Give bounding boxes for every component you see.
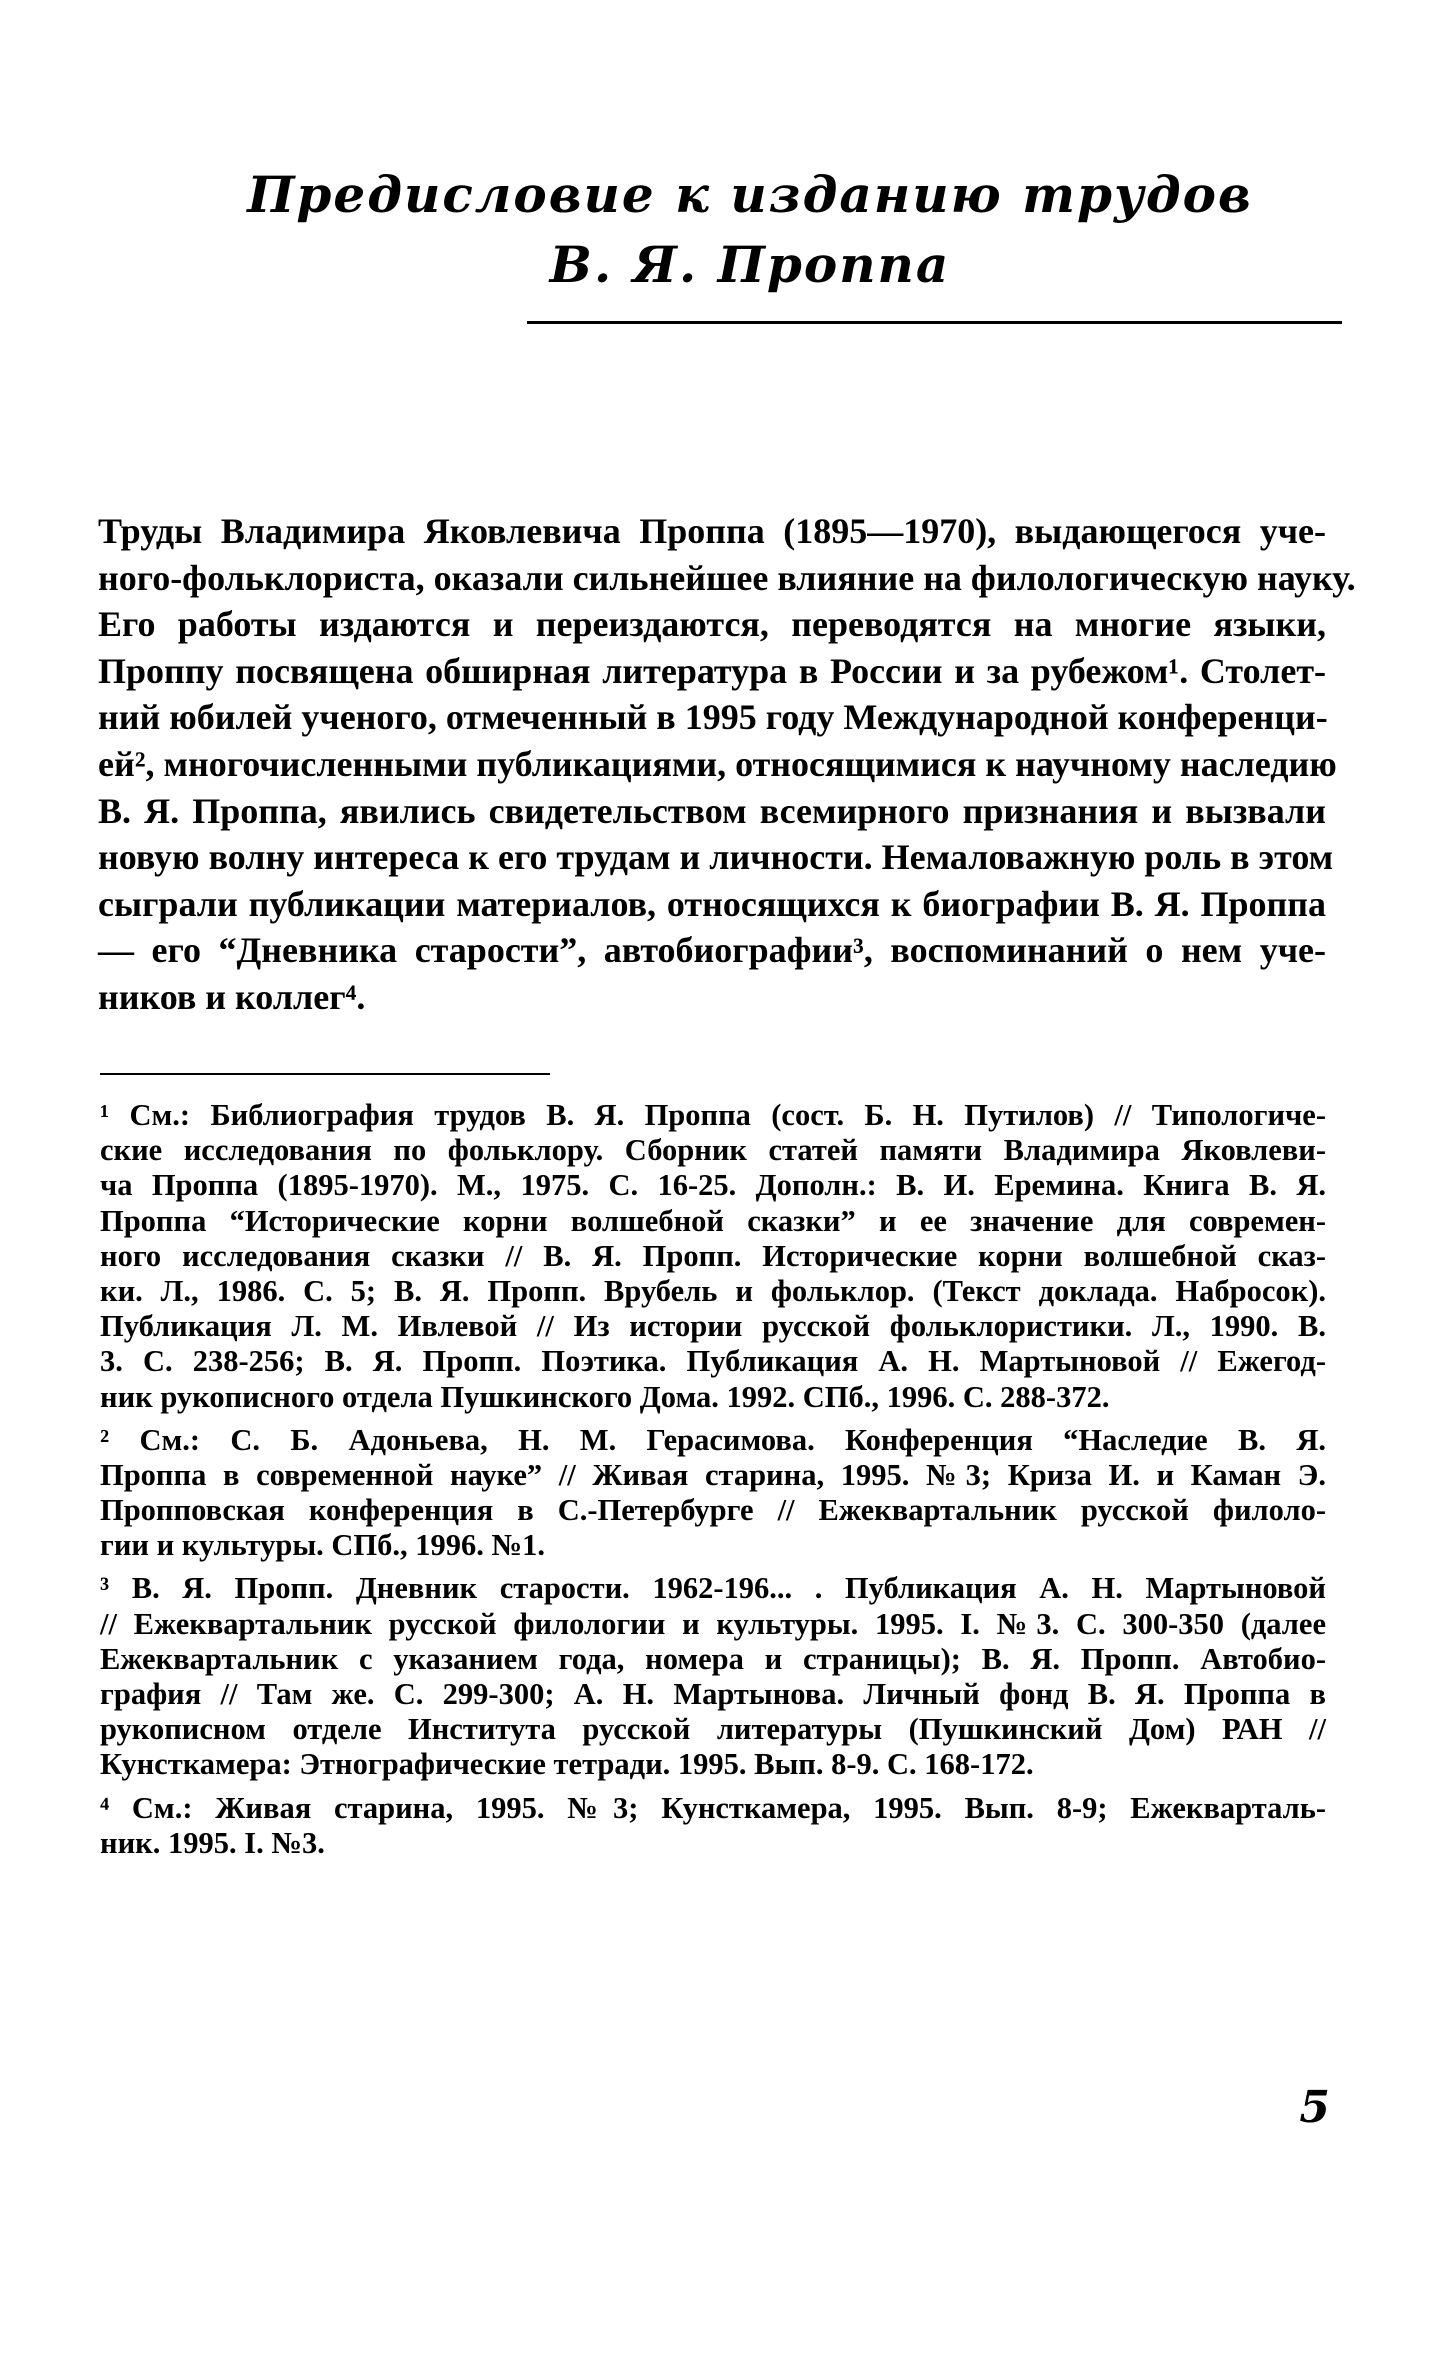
paragraph-line: ей², многочисленными публикациями, относящимися к научному наследию: [98, 743, 1337, 784]
footnote-4: [100, 1791, 1326, 1861]
footnote-separator: [100, 1073, 550, 1075]
footnote-line: ча Проппа (1895-1970). М., 1975. С. 16-25. Дополн.: В. И. Еремина. Книга В. Я.: [100, 1168, 1326, 1203]
footnote-line: гии и культуры. СПб., 1996. №1.: [100, 1528, 546, 1563]
footnote-line: Кунсткамера: Этнографические тетради. 1995. Вып. 8-9. С. 168-172.: [100, 1747, 1034, 1782]
footnote-line: // Ежеквартальник русской филологии и культуры. 1995. I. №3. С. 300-350 (далее: [100, 1606, 1326, 1641]
chapter-title-line-1: Предисловие к изданию трудов: [247, 165, 1253, 224]
footnote-line: ² См.: С. Б. Адоньева, Н. М. Герасимова. Конференция “Наследие В. Я.: [100, 1422, 1326, 1457]
footnote-line: Проппа в современной науке” // Живая старина, 1995. №3; Криза И. и Каман Э.: [100, 1457, 1326, 1492]
paragraph-line: В. Я. Проппа, явились свидетельством всемирного признания и вызвали: [98, 790, 1326, 831]
paragraph-line: сыграли публикации материалов, относящихся к биографии В. Я. Проппа: [98, 883, 1326, 924]
footnote-line: ⁴ См.: Живая старина, 1995. №3; Кунсткамера, 1995. Вып. 8-9; Ежекварталь-: [100, 1790, 1326, 1825]
footnote-line: ник. 1995. I. №3.: [100, 1825, 325, 1860]
title-rule: [527, 321, 1342, 324]
footnote-line: ¹ См.: Библиография трудов В. Я. Проппа (сост. Б. Н. Путилов) // Типологиче-: [100, 1098, 1326, 1132]
paragraph-line: Проппу посвящена обширная литература в России и за рубежом¹. Столет-: [98, 650, 1326, 691]
footnote-1: [100, 1098, 1326, 1415]
footnote-line: Проппа “Исторические корни волшебной сказки” и ее значение для современ-: [100, 1203, 1326, 1238]
footnote-line: Ежеквартальник с указанием года, номера и страницы); В. Я. Пропп. Автобио-: [100, 1641, 1326, 1676]
footnote-line: ки. Л., 1986. С. 5; В. Я. Пропп. Врубель и фольклор. (Текст доклада. Набросок).: [100, 1273, 1326, 1308]
footnote-line: ник рукописного отдела Пушкинского Дома. 1992. СПб., 1996. С. 288-372.: [100, 1379, 1110, 1414]
chapter-title-line-2: В. Я. Проппа: [549, 235, 951, 294]
footnote-line: Пропповская конференция в С.-Петербурге // Ежеквартальник русской филоло-: [100, 1493, 1326, 1528]
paragraph-line: Труды Владимира Яковлевича Проппа (1895—1970), выдающегося уче-: [98, 511, 1326, 551]
paragraph-line: ников и коллег⁴.: [98, 976, 366, 1017]
paragraph-line: Его работы издаются и переиздаются, переводятся на многие языки,: [98, 604, 1326, 645]
paragraph-line: ний юбилей ученого, отмеченный в 1995 году Международной конференци-: [98, 697, 1328, 738]
main-paragraph: [98, 508, 1356, 1021]
footnote-line: ³ В. Я. Пропп. Дневник старости. 1962-196... . Публикация А. Н. Мартыновой: [100, 1571, 1326, 1606]
footnotes: [100, 1098, 1326, 1861]
footnote-3: [100, 1571, 1326, 1782]
footnote-line: графия // Там же. С. 299-300; А. Н. Мартынова. Личный фонд В. Я. Проппа в: [100, 1677, 1326, 1711]
footnote-line: рукописном отделе Института русской литературы (Пушкинский Дом) РАН //: [100, 1712, 1326, 1747]
footnote-line: 3. С. 238-256; В. Я. Пропп. Поэтика. Публикация А. Н. Мартыновой // Ежегод-: [100, 1344, 1326, 1379]
footnote-line: ские исследования по фольклору. Сборник статей памяти Владимира Яковлеви-: [100, 1133, 1326, 1168]
footnote-2: [100, 1423, 1326, 1564]
paragraph-line: новую волну интереса к его трудам и личности. Немаловажную роль в этом: [98, 837, 1334, 878]
footnote-line: ного исследования сказки // В. Я. Пропп. Исторические корни волшебной сказ-: [100, 1238, 1326, 1273]
paragraph-line: ного-фольклориста, оказали сильнейшее влияние на филологическую науку.: [98, 557, 1356, 598]
paragraph-line: — его “Дневника старости”, автобиографии³, воспоминаний о нем уче-: [98, 930, 1326, 971]
footnote-line: Публикация Л. М. Ивлевой // Из истории русской фольклористики. Л., 1990. В.: [100, 1309, 1326, 1344]
page-number: 5: [1299, 2082, 1330, 2133]
